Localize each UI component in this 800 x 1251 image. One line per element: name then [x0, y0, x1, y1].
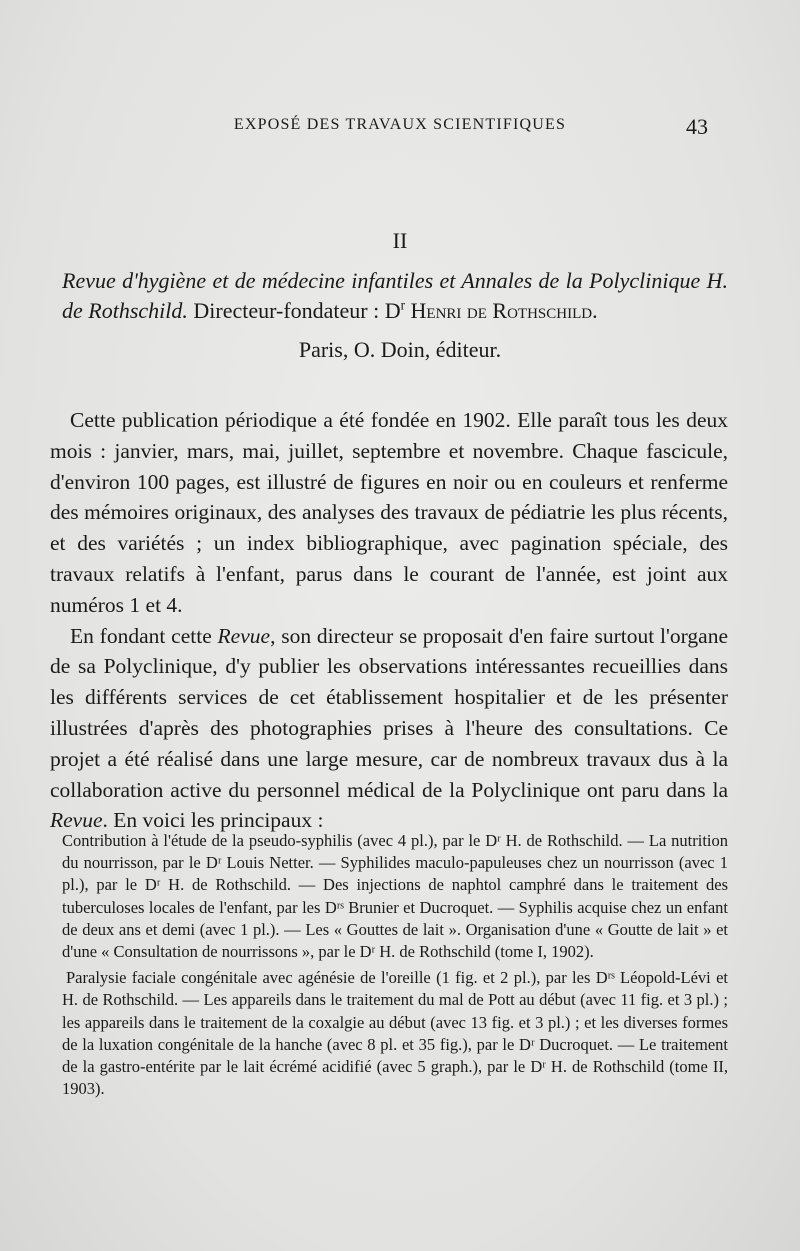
heading-director-label: Directeur-fondateur : D — [187, 298, 401, 323]
section-number: II — [392, 228, 408, 253]
paragraph-1: Cette publication périodique a été fondée en 1902. Elle paraît tous les deux mois : janvier, mars, mai, juillet, septembre et novembre. Chaque fascicule, d'environ 100 pages, est illustré de figures en noir ou en couleurs et renferme des mémoires originaux, des analyses des travaux de pédiatrie les plus récents, et des variétés ; un index bibliographique, avec pagination spéciale, des travaux relatifs à l'enfant, parus dans le courant de l'année, est joint aux numéros 1 et 4. — [50, 408, 728, 617]
heading-superscript: r — [400, 297, 406, 313]
revue-italic: Revue — [217, 623, 271, 648]
publisher-line: Paris, O. Doin, éditeur. — [298, 337, 502, 362]
body-text — [50, 405, 728, 836]
bibliography-notes — [62, 830, 728, 1100]
running-title: EXPOSÉ DES TRAVAUX SCIENTIFIQUES — [233, 116, 567, 133]
revue-italic-2: Revue — [50, 808, 103, 833]
running-header — [0, 112, 800, 142]
page-number: 43 — [686, 114, 708, 139]
note-tome-1: Contribution à l'étude de la pseudo-syphilis (avec 4 pl.), par le Dʳ H. de Rothschild. — La nutrition du nourrisson, par le Dʳ Louis Netter. — Syphilides maculo-papuleuses chez un nourrisson (avec 1 pl.), par le Dʳ H. de Rothschild. — Des injections de naphtol camphré dans le traitement des tuberculoses locales de l'enfant, par les Dʳˢ Brunier et Ducroquet. — Syphilis acquise chez un enfant de deux ans et demi (avec 1 pl.). — Les « Gouttes de lait ». Organisation d'une « Goutte de lait » et d'une « Consultation de nourrissons », par le Dʳ H. de Rothschild (tome I, 1902). — [62, 831, 728, 962]
paragraph-2 — [50, 621, 728, 837]
paragraph-2-part-a: En fondant cette — [70, 623, 218, 648]
paragraph-2-part-c: . En voici les principaux : — [102, 808, 324, 833]
journal-title: Revue d'hygiène et de médecine infantiles et Annales de la Polyclinique H. de Rothschild. — [62, 268, 728, 323]
note-tome-2: Paralysie faciale congénitale avec agénésie de l'oreille (1 fig. et 2 pl.), par les Dʳˢ Léopold-Lévi et H. de Rothschild. — Les appareils dans le traitement du mal de Pott au début (avec 11 fig. et 3 pl.) ; les appareils dans le traitement de la coxalgie au début (avec 13 fig. et 3 pl.) ; et les diverses formes de la luxation congénitale de la hanche (avec 8 pl. et 35 fig.), par le Dʳ Ducroquet. — Le traitement de la gastro-entérite par le lait écrémé acidifié (avec 5 graph.), par le Dʳ H. de Rothschild (tome II, 1903). — [62, 968, 728, 1099]
section-heading — [62, 266, 728, 326]
heading-director-name: Henri de Rothschild. — [405, 298, 598, 323]
paragraph-2-part-b: , son directeur se proposait d'en faire surtout l'organe de sa Polyclinique, d'y publier les observations intéressantes recueillies dans les différents services de cet établissement hospitalier et de les présenter illustrées d'après des photographies prises à l'heure des consultations. Ce projet a été réalisé dans une large mesure, car de nombreux travaux dus à la collaboration active du personnel médical de la Polyclinique ont paru dans la — [50, 623, 728, 802]
